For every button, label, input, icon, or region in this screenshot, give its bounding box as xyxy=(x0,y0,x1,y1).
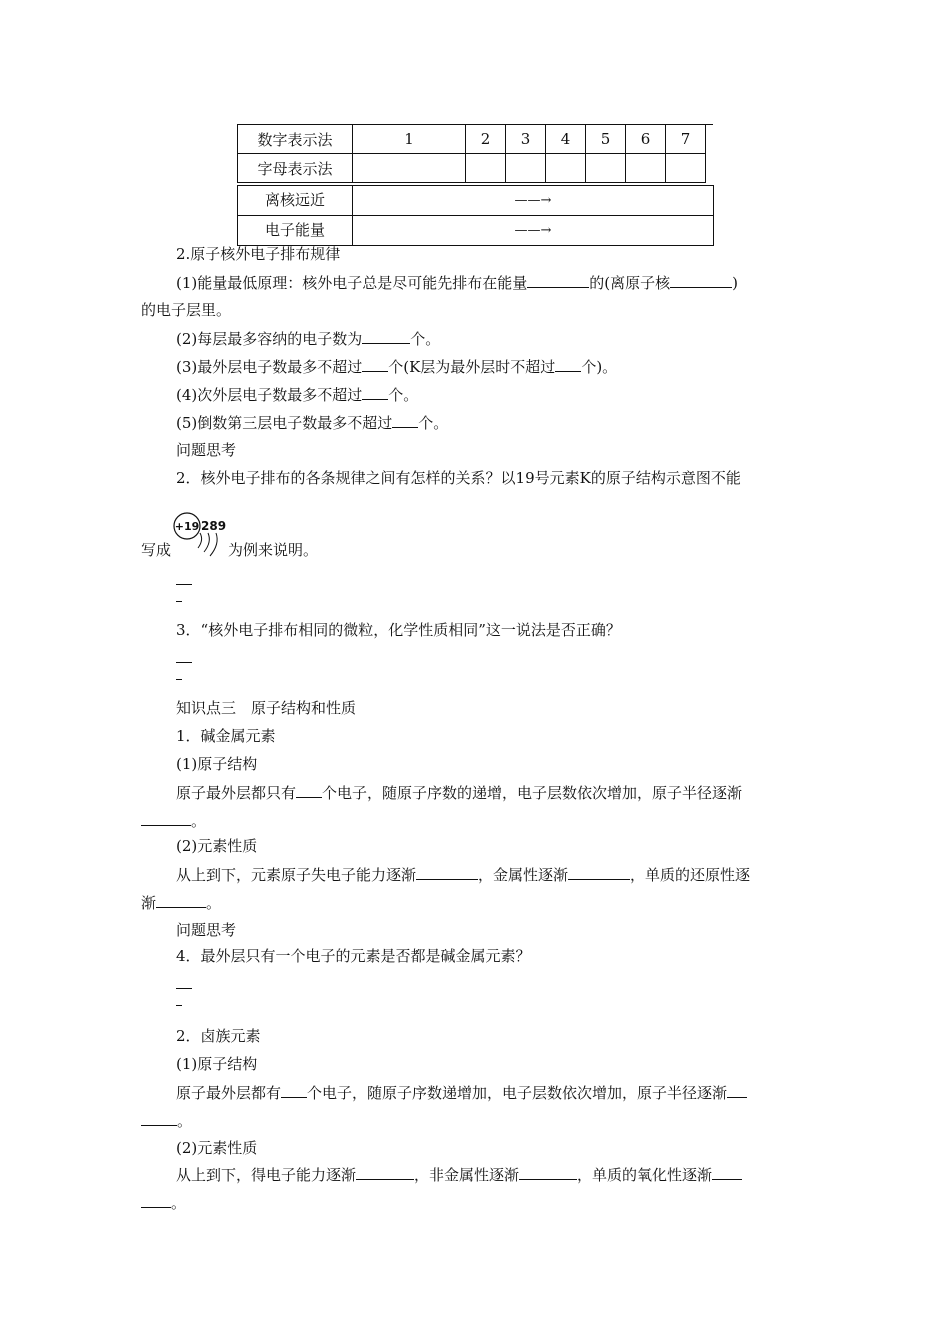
paragraph: (3)最外层电子数最多不超过 个(K层为最外层时不超过 个)。 xyxy=(176,358,618,376)
question-heading: 问题思考 xyxy=(176,441,237,459)
answer-blank[interactable] xyxy=(141,1192,171,1208)
paragraph: (5)倒数第三层电子数最多不超过 个。 xyxy=(176,414,449,432)
table-edge-tick xyxy=(705,124,713,125)
table-row-energy xyxy=(237,215,714,246)
answer-line xyxy=(176,662,192,663)
shell-arc-icon xyxy=(210,533,217,556)
question: 4．最外层只有一个电子的元素是否都是碱金属元素？ xyxy=(176,947,531,965)
atom-structure-diagram xyxy=(172,508,232,558)
table-row xyxy=(238,154,706,183)
table-row-distance xyxy=(237,185,714,216)
section-title: 知识点三 原子结构和性质 xyxy=(176,699,357,717)
paragraph: 原子最外层都有 个电子，随原子序数递增加，电子层数依次增加，原子半径逐渐 xyxy=(176,1082,747,1103)
answer-blank[interactable] xyxy=(141,1110,177,1126)
answer-blank[interactable] xyxy=(392,412,418,428)
answer-blank[interactable] xyxy=(296,782,322,798)
paragraph: 为例来说明。 xyxy=(228,541,319,559)
table-cell: 6 xyxy=(626,125,666,154)
table-cell: 1 xyxy=(353,125,466,154)
paragraph: 。 xyxy=(141,1192,186,1213)
table-cell: 7 xyxy=(666,125,706,154)
table-cell: 2 xyxy=(466,125,506,154)
subsection-title: (2)元素性质 xyxy=(176,1139,258,1157)
answer-line xyxy=(176,679,182,680)
paragraph: (4)次外层电子数最多不超过 个。 xyxy=(176,386,419,404)
question-heading: 问题思考 xyxy=(176,921,237,939)
paragraph: 渐 。 xyxy=(141,894,222,912)
arrow-text: ——→ xyxy=(514,223,552,238)
question: 2．核外电子排布的各条规律之间有怎样的关系？以19号元素K的原子结构示意图不能 xyxy=(176,469,741,487)
table-row-label: 数字表示法 xyxy=(238,125,353,154)
subsection-title: (1)原子结构 xyxy=(176,755,258,773)
question: 3．“核外电子排布相同的微粒，化学性质相同”这一说法是否正确？ xyxy=(176,621,621,639)
table-row-label: 离核远近 xyxy=(238,186,353,215)
subsection-title: (1)原子结构 xyxy=(176,1055,258,1073)
paragraph: 。 xyxy=(141,810,206,831)
paragraph: 从上到下，得电子能力逐渐 ，非金属性逐渐 ，单质的氧化性逐渐 xyxy=(176,1164,742,1185)
table-cell xyxy=(666,154,706,183)
paragraph: 原子最外层都只有 个电子，随原子序数的递增，电子层数依次增加，原子半径逐渐 xyxy=(176,784,743,802)
answer-blank[interactable] xyxy=(712,1164,742,1180)
answer-line xyxy=(176,988,192,989)
paragraph: (1)能量最低原理：核外电子总是尽可能先排布在能量 的(离原子核 ) xyxy=(176,274,738,292)
paragraph: 。 xyxy=(141,1110,192,1131)
table-cell xyxy=(586,154,626,183)
answer-line xyxy=(176,601,182,602)
answer-blank[interactable] xyxy=(362,384,388,400)
paragraph: 写成 xyxy=(141,541,172,559)
subsection-title: 1．碱金属元素 xyxy=(176,727,276,745)
table-cell: 3 xyxy=(506,125,546,154)
table-row-label: 电子能量 xyxy=(238,216,353,245)
answer-blank[interactable] xyxy=(141,810,191,826)
table-cell xyxy=(353,154,466,183)
subsection-title: 2．卤族元素 xyxy=(176,1027,261,1045)
answer-line xyxy=(176,584,192,585)
answer-blank[interactable] xyxy=(568,864,630,880)
paragraph: 从上到下，元素原子失电子能力逐渐 ，金属性逐渐 ，单质的还原性逐 xyxy=(176,866,751,884)
table-cell: 4 xyxy=(546,125,586,154)
table-row-label: 字母表示法 xyxy=(238,154,353,183)
answer-blank[interactable] xyxy=(670,272,732,288)
table-row xyxy=(238,125,706,154)
electron-shell-table xyxy=(237,124,706,183)
shell-arc-icon xyxy=(198,533,202,548)
answer-blank[interactable] xyxy=(362,356,388,372)
answer-blank[interactable] xyxy=(416,864,478,880)
arrow-text: ——→ xyxy=(514,193,552,208)
section-title: 2.原子核外电子排布规律 xyxy=(176,245,341,263)
answer-blank[interactable] xyxy=(727,1082,747,1098)
answer-blank[interactable] xyxy=(519,1164,577,1180)
table-cell xyxy=(466,154,506,183)
table-cell xyxy=(626,154,666,183)
answer-line xyxy=(176,1005,182,1006)
subsection-title: (2)元素性质 xyxy=(176,837,258,855)
nucleus-charge: +19 xyxy=(174,520,200,533)
shell-counts: 289 xyxy=(201,519,227,533)
answer-blank[interactable] xyxy=(156,892,206,908)
answer-blank[interactable] xyxy=(555,356,581,372)
table-cell xyxy=(506,154,546,183)
answer-blank[interactable] xyxy=(527,272,589,288)
shell-arc-icon xyxy=(204,533,209,552)
table-cell: 5 xyxy=(586,125,626,154)
table-cell xyxy=(546,154,586,183)
paragraph: (2)每层最多容纳的电子数为 个。 xyxy=(176,330,441,348)
answer-blank[interactable] xyxy=(281,1082,307,1098)
answer-blank[interactable] xyxy=(362,328,410,344)
paragraph: 的电子层里。 xyxy=(141,301,232,319)
answer-blank[interactable] xyxy=(356,1164,414,1180)
